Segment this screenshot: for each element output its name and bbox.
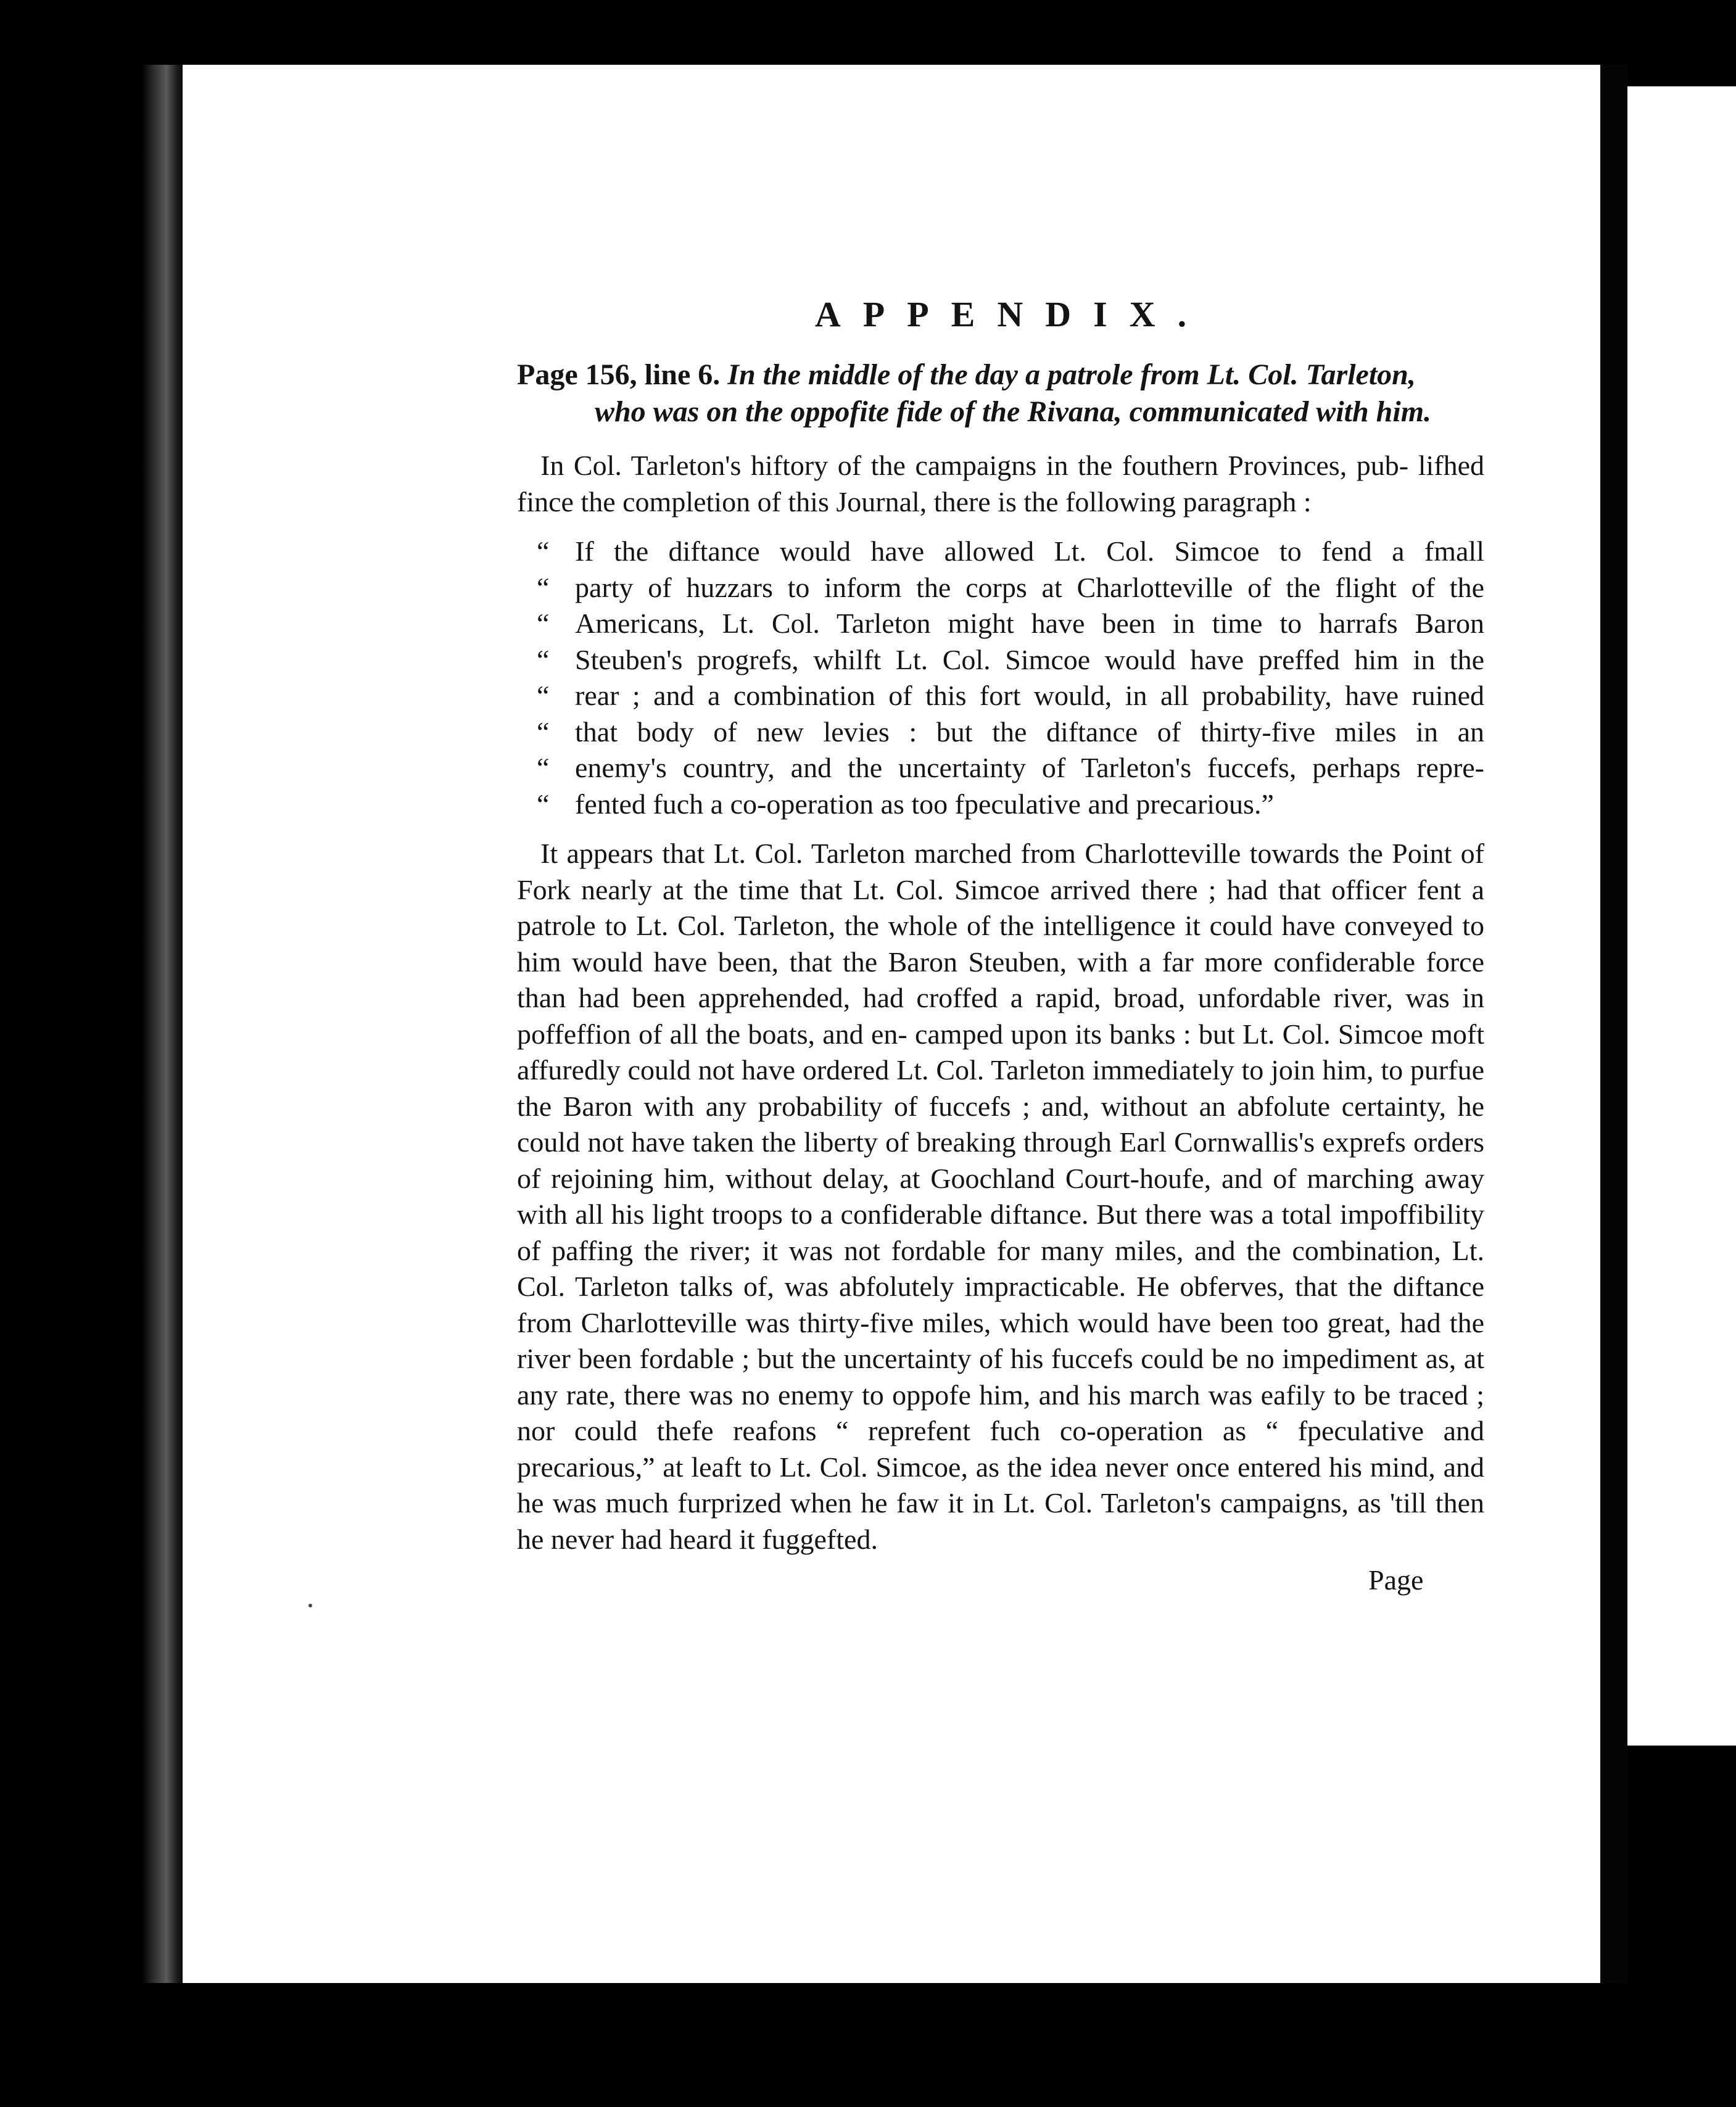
page-gutter bbox=[1600, 65, 1627, 1983]
quote-line bbox=[517, 570, 1484, 606]
quote-line-text: rear ; and a combination of this fort would, in all probability, have ruined bbox=[575, 680, 1484, 711]
page-content bbox=[517, 290, 1484, 1571]
quote-line-text: party of huzzars to inform the corps at Charlotteville of the flight of the bbox=[575, 571, 1484, 603]
page-title: APPENDIX. bbox=[814, 294, 1209, 334]
reference-head: Page 156, line 6. bbox=[517, 358, 721, 391]
quote-line-text: that body of new levies : but the diftance of thirty-five miles in an bbox=[575, 715, 1484, 748]
reference-line-1: In the middle of the day a patrole from Lt. Col. Tarleton, bbox=[727, 358, 1416, 391]
quote-line-text: fented fuch a co-operation as too fpeculative and precarious.” bbox=[575, 788, 1274, 820]
quote-mark: “ bbox=[537, 571, 550, 603]
facing-page-edge bbox=[1627, 86, 1736, 1746]
reference-line-2: who was on the oppofite fide of the Rivana, communicated with him. bbox=[594, 395, 1432, 428]
body-paragraph: It appears that Lt. Col. Tarleton marched from Charlotteville towards the Point of Fork nearly at the time that Lt. Col. Simcoe arrived there ; had that officer fent a patrole to Lt. Col. Tarleton, the whole of the intelligence it could have conveyed to him would have been, that the Baron Steuben, with a far more confiderable force than had been apprehended, had croffed a rapid, broad, unfordable river, was in poffeffion of all the boats, and en- camped upon its banks : but Lt. Col. Simcoe moft affuredly could not have ordered Lt. Col. Tarleton immediately to join him, to purfue the Baron with any probability of fuccefs ; and, without an abfolute certainty, he could not have taken the liberty of breaking through Earl Cornwallis's exprefs orders of rejoining him, without delay, at Goochland Court-houfe, and of marching away with all his light troops to a confiderable diftance. But there was a total impoffibility of paffing the river; it was not fordable for many miles, and the combination, Lt. Col. Tarleton talks of, was abfolutely impracticable. He obferves, that the diftance from Charlotteville was thirty-five miles, which would have been too great, had the river been fordable ; but the uncertainty of his fuccefs could be no impediment as, at any rate, there was no enemy to oppofe him, and his march was eafily to be traced ; nor could thefe reafons “ reprefent fuch co-operation as “ fpeculative and precarious,” at leaft to Lt. Col. Simcoe, as the idea never once entered his mind, and he was much furprized when he faw it in Lt. Col. Tarleton's campaigns, as 'till then he never had heard it fuggefted. bbox=[517, 838, 1484, 1555]
catchword: Page bbox=[1368, 1564, 1424, 1596]
quote-line bbox=[517, 714, 1484, 751]
quote-line bbox=[517, 786, 1484, 823]
quote-mark: “ bbox=[537, 680, 550, 711]
quote-line bbox=[517, 642, 1484, 678]
quote-mark: “ bbox=[537, 535, 550, 567]
quote-mark: “ bbox=[537, 788, 550, 820]
quoted-passage bbox=[517, 534, 1484, 822]
quote-line-text: If the diftance would have allowed Lt. Col. Simcoe to fend a fmall bbox=[575, 535, 1484, 567]
page-reference bbox=[517, 357, 1484, 431]
quote-line-text: Americans, Lt. Col. Tarleton might have been in time to harrafs Baron bbox=[575, 608, 1484, 639]
quote-line bbox=[517, 678, 1484, 714]
quote-line-text: Steuben's progrefs, whilft Lt. Col. Simcoe would have preffed him in the bbox=[575, 643, 1484, 675]
quote-line bbox=[517, 750, 1484, 786]
quote-mark: “ bbox=[537, 752, 550, 783]
quote-mark: “ bbox=[537, 608, 550, 639]
quote-mark: “ bbox=[537, 715, 550, 748]
book-spine bbox=[142, 65, 186, 1983]
quote-line bbox=[517, 534, 1484, 570]
quote-mark: “ bbox=[537, 643, 550, 675]
quote-line bbox=[517, 606, 1484, 642]
intro-paragraph: In Col. Tarleton's hiftory of the campaigns in the fouthern Provinces, pub- lifhed fince the completion of this Journal, there is the following paragraph : bbox=[517, 450, 1484, 517]
quote-line-text: enemy's country, and the uncertainty of Tarleton's fuccefs, perhaps repre- bbox=[575, 752, 1484, 783]
ink-speck bbox=[308, 1604, 312, 1607]
